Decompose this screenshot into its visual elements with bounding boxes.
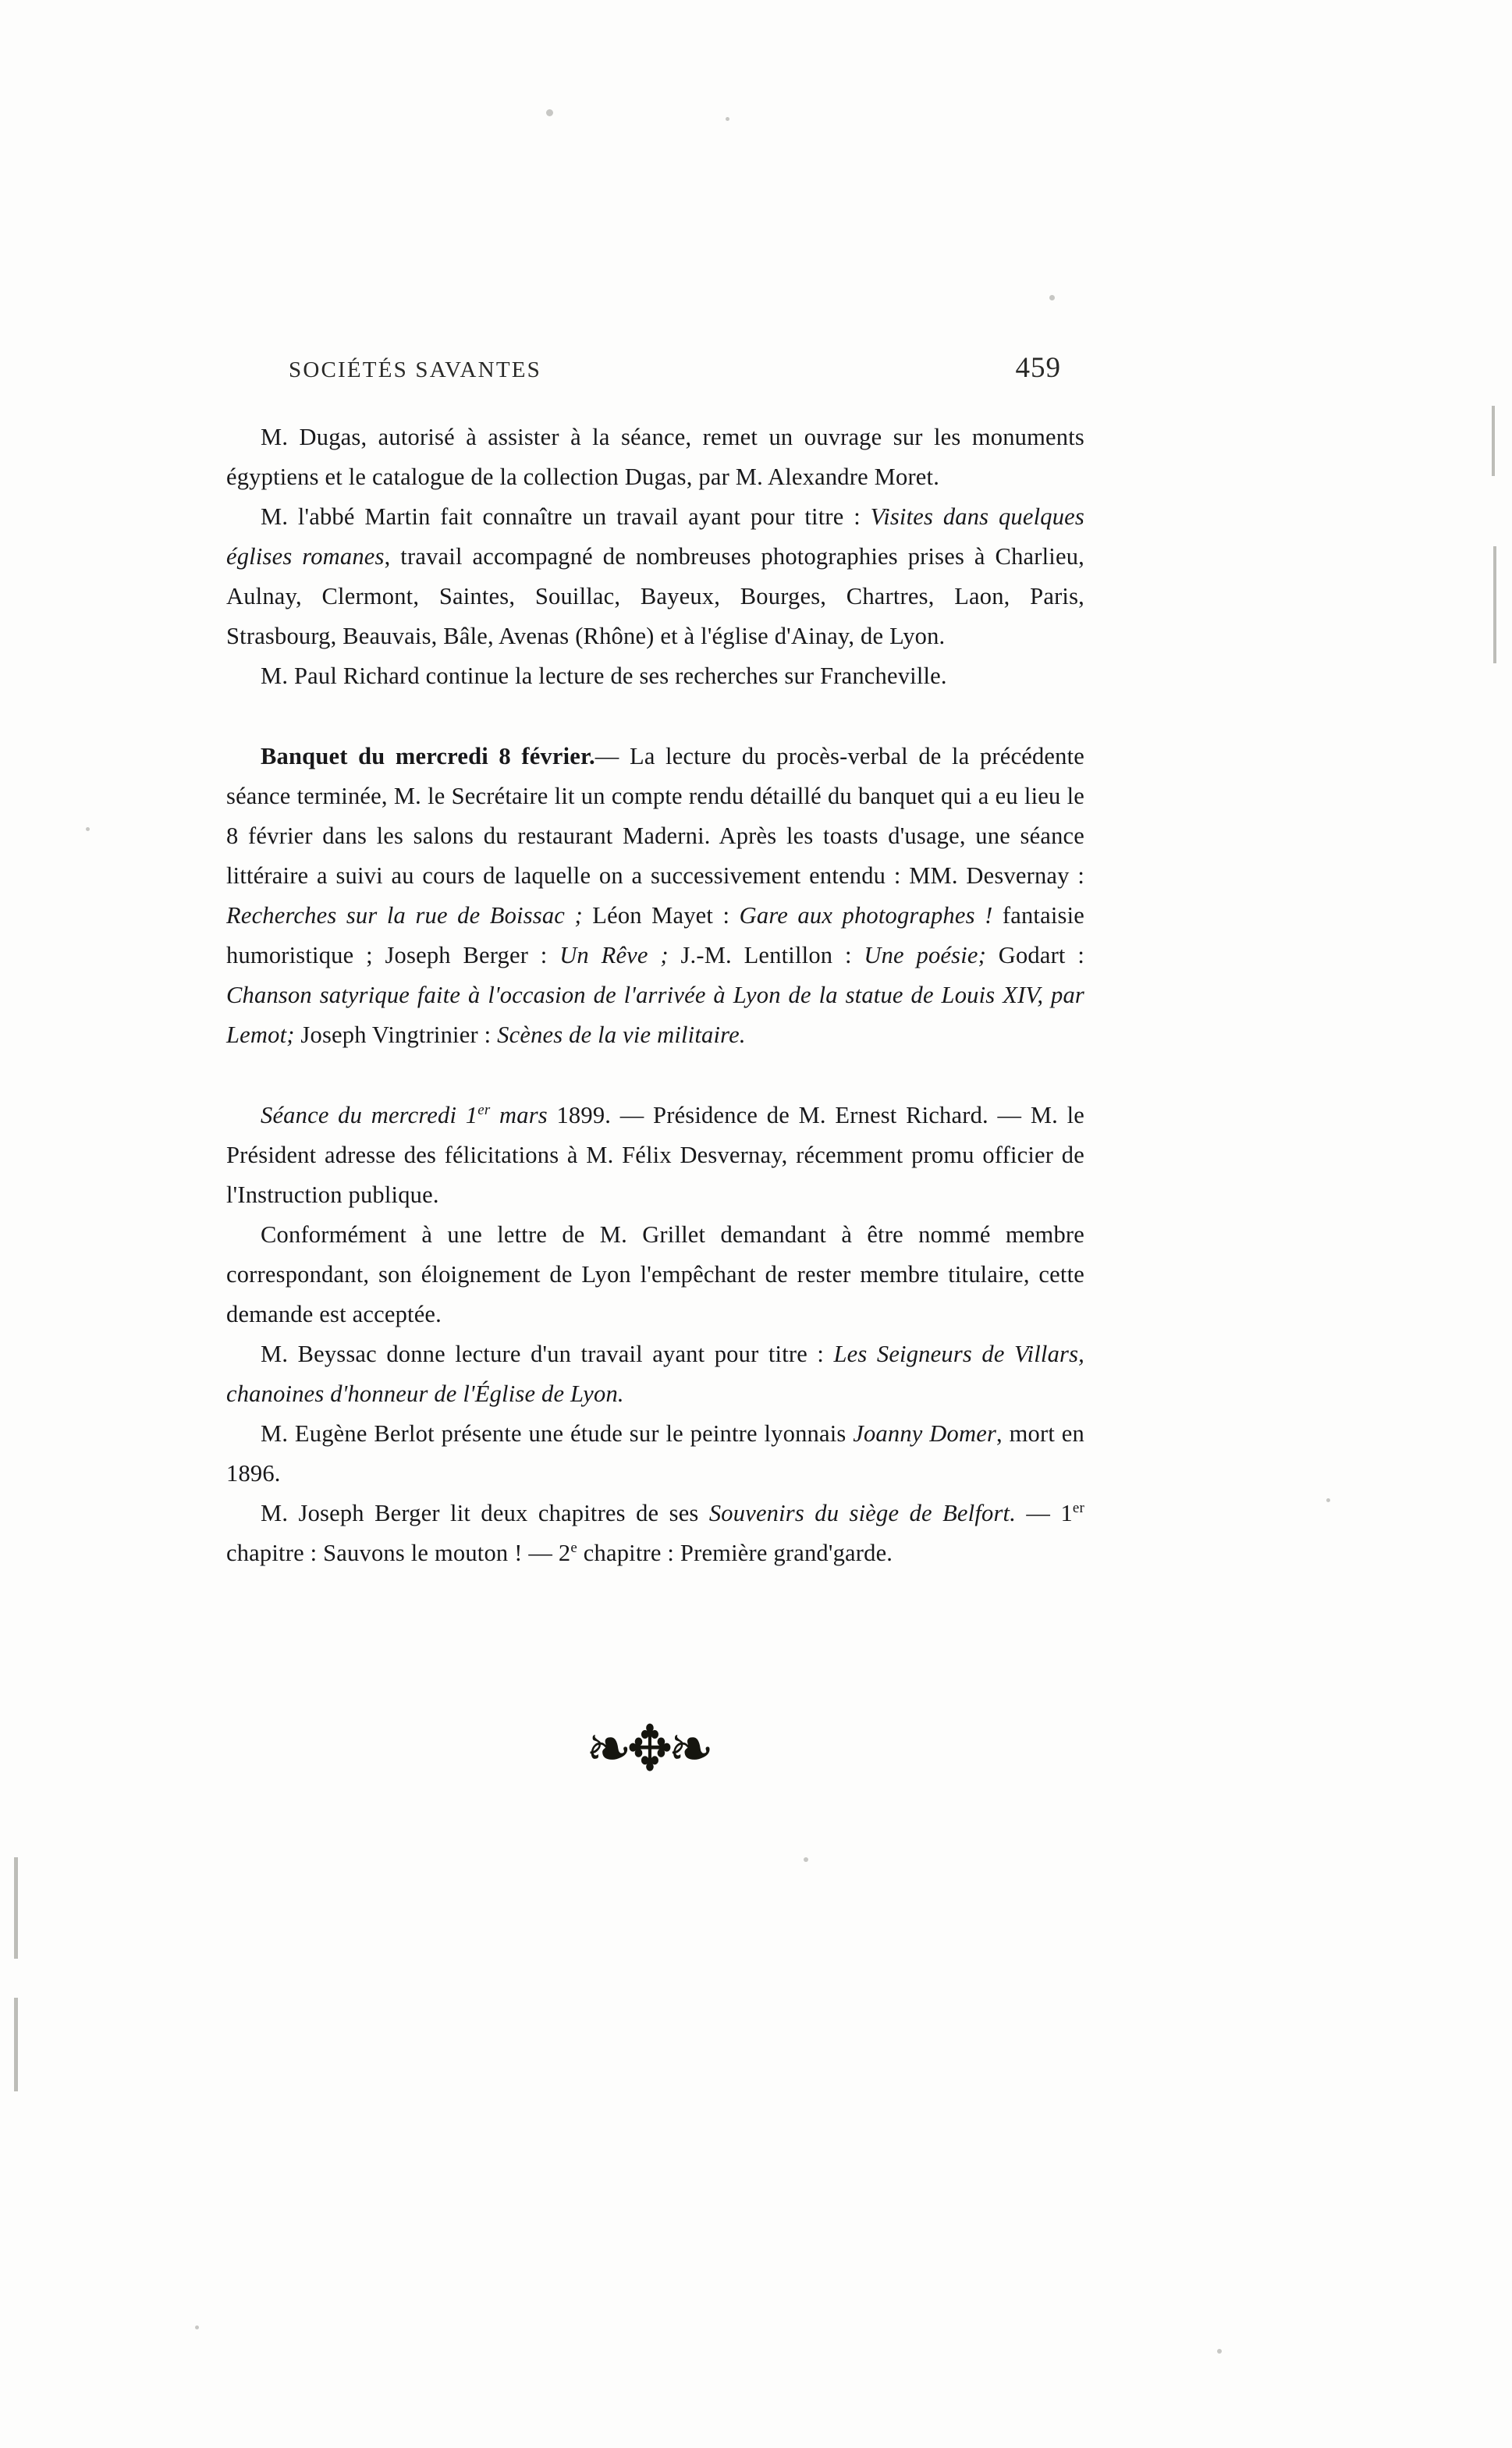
paragraph-berger-pre: M. Joseph Berger lit deux chapitres de ses: [261, 1500, 709, 1526]
paragraph-berger: [226, 1494, 1084, 1573]
scan-speckle: [86, 827, 90, 831]
paragraph-richard: [226, 656, 1084, 696]
paragraph-dugas: [226, 417, 1084, 497]
paragraph-beyssac-pre: M. Beyssac donne lecture d'un travail ayant pour titre :: [261, 1341, 834, 1367]
seance-date-italic: Séance du mercredi 1: [261, 1102, 478, 1128]
chapter-ordinal-2: e: [570, 1539, 577, 1556]
page-text-column: [226, 351, 1084, 1573]
banquet-mid-1: Léon Mayet :: [582, 902, 740, 929]
paragraph-berlot: [226, 1414, 1084, 1494]
scan-edge-mark: [14, 1998, 18, 2091]
spacer: [226, 1055, 1084, 1096]
page-number: 459: [1015, 352, 1061, 384]
title-visites-eglises-romanes: Visites dans quelques églises romanes: [226, 503, 1084, 570]
banquet-body-1: — La lecture du procès-verbal de la précédente séance terminée, M. le Secrétaire lit un compte rendu détaillé du banquet qui a eu lieu le 8 février dans les salons du restaurant Maderni. Après les toasts d'usage, une séance littéraire a suivi au cours de laquelle on a successivement entendu : MM. Desvernay :: [226, 743, 1084, 889]
running-head-title: SOCIÉTÉS SAVANTES: [289, 357, 541, 382]
scan-speckle: [726, 117, 729, 121]
ornament-glyphs: ❧✥❧: [586, 1711, 709, 1786]
title-gare-aux-photographes: Gare aux photographes !: [739, 902, 993, 929]
paragraph-martin: [226, 497, 1084, 656]
title-chanson-satyrique: Chanson satyrique faite à l'occasion de l'arrivée à Lyon de la statue de Louis XIV, par Lemot;: [226, 982, 1084, 1048]
paragraph-banquet: [226, 737, 1084, 1055]
scan-edge-mark: [1493, 546, 1496, 663]
paragraph-berlot-post: , mort en 1896.: [226, 1420, 1084, 1487]
chapter-ordinal-1: er: [1072, 1499, 1084, 1516]
scan-speckle: [1049, 295, 1055, 300]
scan-edge-mark: [14, 1857, 18, 1959]
scan-speckle: [546, 109, 553, 116]
paragraph-richard-text: M. Paul Richard continue la lecture de ses recherches sur Francheville.: [261, 663, 947, 689]
title-recherches-rue-boissac: Recherches sur la rue de Boissac ;: [226, 902, 583, 929]
scan-speckle: [1217, 2349, 1222, 2354]
banquet-mid-4: Godart :: [985, 942, 1085, 968]
title-souvenirs-siege-belfort: Souvenirs du siège de Belfort.: [708, 1500, 1017, 1526]
paragraph-martin-post: , travail accompagné de nombreuses photographies prises à Charlieu, Aulnay, Clermont, Saintes, Souillac, Bayeux, Bourges, Chartres, Laon, Paris, Strasbourg, Beauvais, Bâle, Avenas (Rhône) et à l'église d'Ainay, de Lyon.: [226, 543, 1084, 649]
decorative-ornament: [546, 1712, 749, 1785]
paragraph-grillet-text: Conformément à une lettre de M. Grillet demandant à être nommé membre correspondant, son éloignement de Lyon l'empêchant de rester membre titulaire, cette demande est acceptée.: [226, 1221, 1084, 1327]
name-joanny-domer: Joanny Domer: [853, 1420, 997, 1447]
paragraph-grillet: [226, 1215, 1084, 1334]
paragraph-seance: [226, 1096, 1084, 1215]
banquet-mid-3: J.-M. Lentillon :: [668, 942, 864, 968]
paragraph-berger-post: — 1: [1016, 1500, 1073, 1526]
seance-date-italic-2: mars: [490, 1102, 548, 1128]
paragraph-berger-post-2: chapitre : Sauvons le mouton ! — 2: [226, 1540, 571, 1566]
title-un-reve: Un Rêve ;: [559, 942, 669, 968]
banquet-mid-2: fantaisie humoristique ; Joseph Berger :: [226, 902, 1084, 968]
scan-edge-mark: [1492, 406, 1495, 476]
paragraph-dugas-text: M. Dugas, autorisé à assister à la séance, remet un ouvrage sur les monuments égyptiens et le catalogue de la collection Dugas, par M. Alexandre Moret.: [226, 424, 1084, 490]
scan-speckle: [1326, 1498, 1330, 1502]
title-seigneurs-villars: Les Seigneurs de Villars, chanoines d'honneur de l'Église de Lyon.: [226, 1341, 1084, 1407]
paragraph-beyssac: [226, 1334, 1084, 1414]
banquet-heading: Banquet du mercredi 8 février.: [261, 743, 595, 769]
title-une-poesie: Une poésie;: [864, 942, 986, 968]
paragraph-berlot-pre: M. Eugène Berlot présente une étude sur le peintre lyonnais: [261, 1420, 854, 1447]
spacer: [226, 696, 1084, 737]
paragraph-martin-pre: M. l'abbé Martin fait connaître un travail ayant pour titre :: [261, 503, 871, 530]
paragraph-berger-post-3: chapitre : Première grand'garde.: [577, 1540, 893, 1566]
scan-speckle: [804, 1857, 808, 1862]
running-head: [226, 351, 1084, 385]
banquet-mid-5: Joseph Vingtrinier :: [294, 1021, 498, 1048]
title-scenes-vie-militaire: Scènes de la vie militaire.: [497, 1021, 746, 1048]
seance-date-ordinal: er: [477, 1101, 491, 1118]
seance-rest: 1899. — Présidence de M. Ernest Richard. — M. le Président adresse des félicitations à M. Félix Desvernay, récemment promu officier de l'Instruction publique.: [226, 1102, 1085, 1208]
scan-speckle: [195, 2325, 199, 2329]
